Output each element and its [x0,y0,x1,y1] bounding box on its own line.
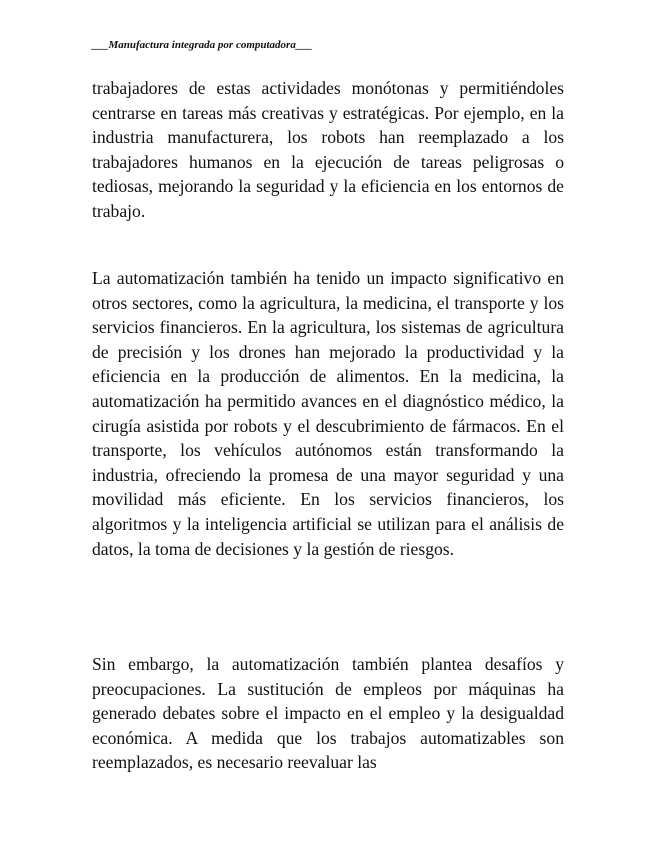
paragraph-2: La automatización también ha tenido un impacto significativo en otros sectores, como la agricultura, la medicina, el transporte y los servicios financieros. En la agricultura, los sistemas de agricultura de precisión y los drones han mejorado la productividad y la eficiencia en la producción de alimentos. En la medicina, la automatización ha permitido avances en el diagnóstico médico, la cirugía asistida por robots y el descubrimiento de fármacos. En el transporte, los vehículos autónomos están transformando la industria, ofreciendo la promesa de una mayor seguridad y una movilidad más eficiente. En los servicios financieros, los algoritmos y la inteligencia artificial se utilizan para el análisis de datos, la toma de decisiones y la gestión de riesgos. [92,268,564,559]
running-header: ___Manufactura integrada por computadora___ [92,39,313,51]
paragraph-1: trabajadores de estas actividades monótonas y permitiéndoles centrarse en tareas más creativas y estratégicas. Por ejemplo, en la industria manufacturera, los robots han reemplazado a los trabajadores humanos en la ejecución de tareas peligrosas o tediosas, mejorando la seguridad y la eficiencia en los entornos de trabajo. [92,78,564,221]
paragraph-3: Sin embargo, la automatización también plantea desafíos y preocupaciones. La sustitución de empleos por máquinas ha generado debates sobre el impacto en el empleo y la desigualdad económica. A medida que los trabajos automatizables son reemplazados, es necesario reevaluar las [92,654,564,773]
